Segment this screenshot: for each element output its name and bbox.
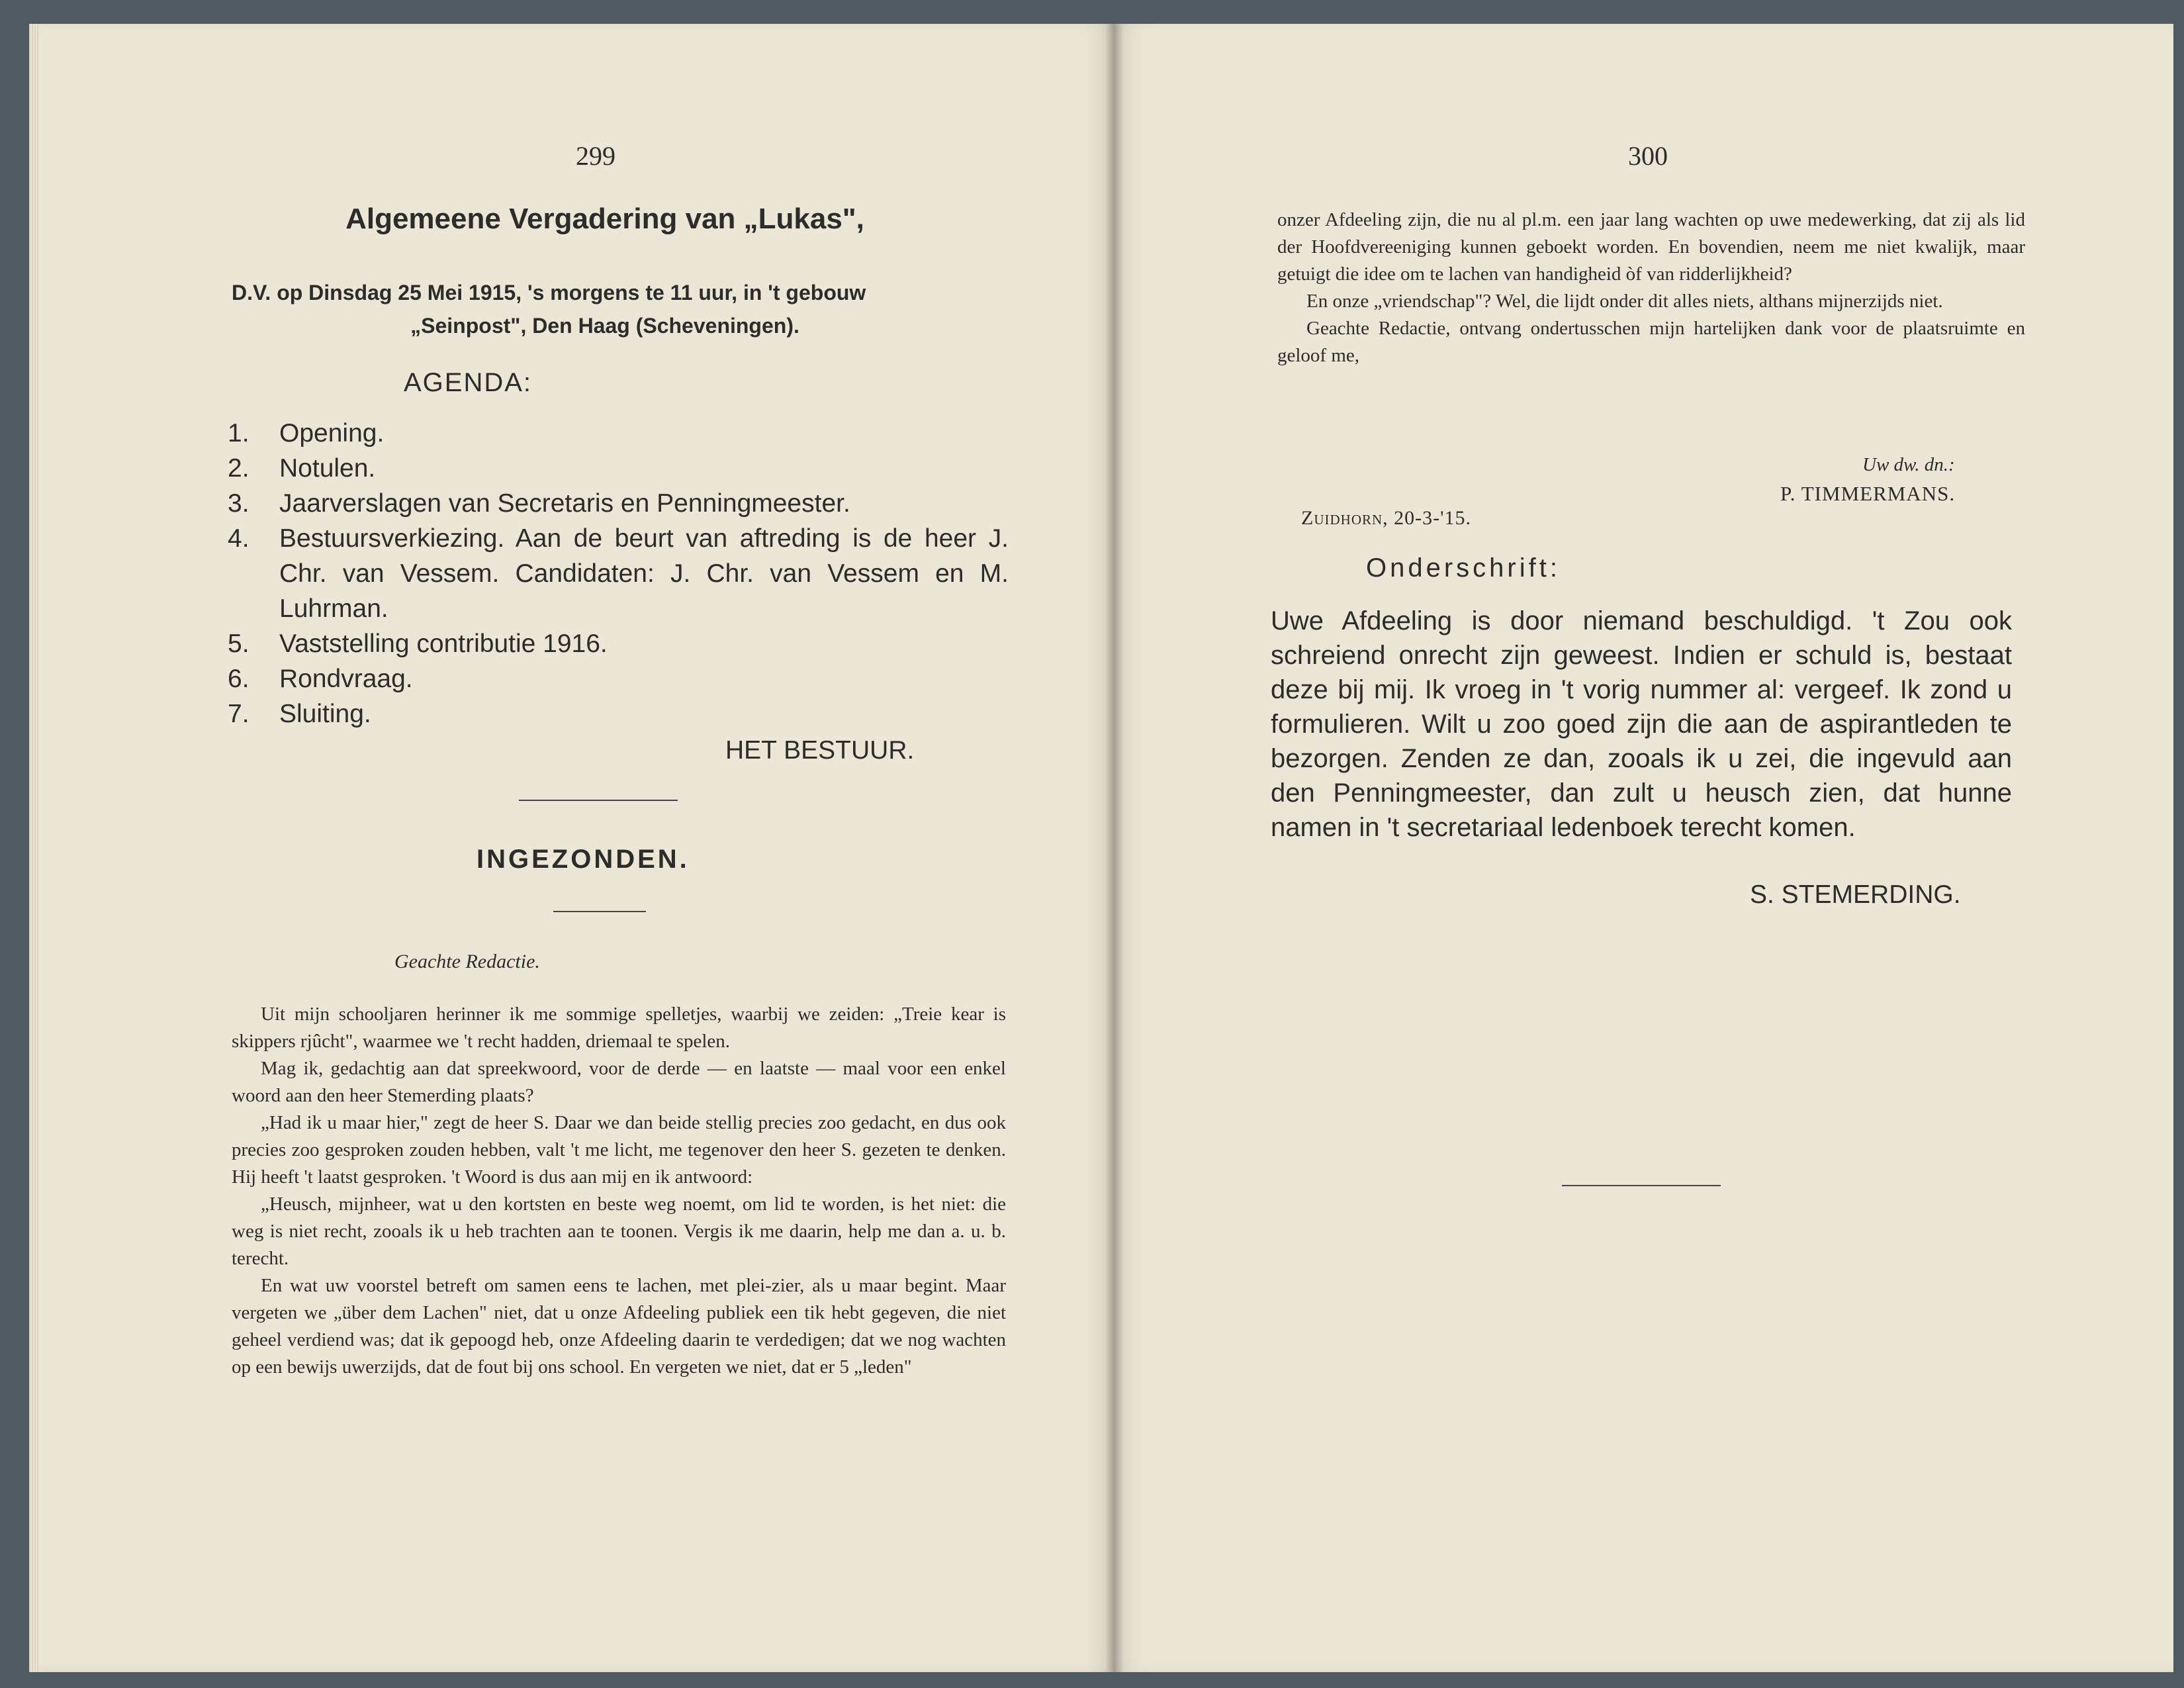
divider (519, 800, 678, 801)
meeting-title: Algemeene Vergadering van „Lukas", (345, 203, 864, 235)
right-page (1115, 24, 2173, 1672)
reply-signature: S. STEMERDING. (1750, 880, 1961, 909)
agenda-title: AGENDA: (404, 368, 533, 397)
agenda-item: 1. Opening. (228, 419, 385, 447)
place-date: Zuidhorn, 20-3-'15. (1301, 507, 1472, 529)
paragraph: En wat uw voorstel betreft om samen eens te lachen, met plei-zier, als u maar begint. Maar vergeten we „über dem Lachen" niet, dat u onze Afdeeling publiek een tik hebt gegeven, die niet geheel verdiend was; dat ik gepoogd heb, onze Afdeeling daarin te verdedigen; dat we nog wachten op een bewijs uwerzijds, dat de fout bij ons school. En vergeten we niet, dat er 5 „leden" (232, 1275, 1006, 1378)
agenda-item: 5. Vaststelling contributie 1916. (228, 630, 608, 658)
paragraph: Uit mijn schooljaren herinner ik me sommige spelletjes, waarbij we zeiden: „Treie kear is skippers rjûcht", waarmee we 't recht hadden, driemaal te spelen. (232, 1004, 1006, 1052)
paragraph: En onze „vriendschap"? Wel, die lijdt onder dit alles niets, althans mijnerzijds niet. (1306, 291, 1943, 312)
agenda-item: 3. Jaarverslagen van Secretaris en Penningmeester. (228, 489, 850, 518)
divider (553, 911, 646, 912)
divider (1562, 1185, 1721, 1186)
paragraph: Geachte Redactie, ontvang ondertusschen mijn hartelijken dank voor de plaatsruimte en geloof me, (1277, 318, 2025, 366)
agenda-list (228, 416, 1009, 731)
agenda-signature: HET BESTUUR. (725, 736, 915, 765)
closing: Uw dw. dn.: (1862, 454, 1955, 475)
signature: P. TIMMERMANS. (1780, 482, 1956, 505)
page-number: 300 (1628, 141, 1668, 171)
paragraph: „Had ik u maar hier," zegt de heer S. Daar we dan beide stellig precies zoo gedacht, en dus ook precies zoo gesproken zouden hebben, valt 't me licht, me tegenover den heer S. gezeten te denken. Hij heeft 't laatst gesproken. 't Woord is dus aan mij en ik antwoord: (232, 1112, 1006, 1188)
reply-body: Uwe Afdeeling is door niemand beschuldigd. 't Zou ook schreiend onrecht zijn geweest. Indien er schuld is, bestaat deze bij mij. Ik vroeg in 't vorig nummer al: vergeef. Ik zond u formulieren. Wilt u zoo goed zijn die aan de aspirantleden te bezorgen. Zenden ze dan, zooals ik u zei, die ingevuld aan den Penningmeester, dan zult u heusch zien, dat hunne namen in 't secretariaal ledenboek terecht komen. (1271, 606, 2012, 842)
meeting-details-line2: „Seinpost", Den Haag (Scheveningen). (410, 314, 799, 338)
salutation: Geachte Redactie. (394, 951, 540, 972)
agenda-item: 4. Bestuursverkiezing. Aan de beurt van aftreding is de heer J. Chr. van Vessem. Candidaten: J. Chr. van Vessem en M. Luhrman. (228, 524, 1009, 623)
meeting-details-line1: D.V. op Dinsdag 25 Mei 1915, 's morgens te 11 uur, in 't gebouw (232, 281, 866, 305)
left-page (29, 24, 1115, 1672)
book-gutter (1105, 24, 1124, 1672)
letter-continuation (1277, 207, 2025, 369)
paragraph: onzer Afdeeling zijn, die nu al pl.m. een jaar lang wachten op uwe medewerking, dat zij als lid der Hoofdvereeniging kunnen geboekt worden. En bovendien, neem me niet kwalijk, maar getuigt die idee om te lachen van handigheid òf van ridderlijkheid? (1277, 209, 2025, 285)
agenda-item: 6. Rondvraag. (228, 665, 413, 693)
paragraph: Mag ik, gedachtig aan dat spreekwoord, voor de derde — en laatste — maal voor een enkel woord aan den heer Stemerding plaats? (232, 1058, 1006, 1106)
page-number: 299 (576, 141, 615, 171)
agenda-item: 7. Sluiting. (228, 700, 371, 728)
section-title: INGEZONDEN. (477, 845, 690, 874)
letter-body (232, 1001, 1006, 1381)
reply-title: Onderschrift: (1366, 553, 1561, 583)
page-edge (29, 24, 38, 1672)
paragraph: „Heusch, mijnheer, wat u den kortsten en beste weg noemt, om lid te worden, is het niet: die weg is niet recht, zooals ik u heb trachten aan te toonen. Vergis ik me daarin, help me dan a. u. b. terecht. (232, 1194, 1006, 1269)
agenda-item: 2. Notulen. (228, 454, 376, 483)
